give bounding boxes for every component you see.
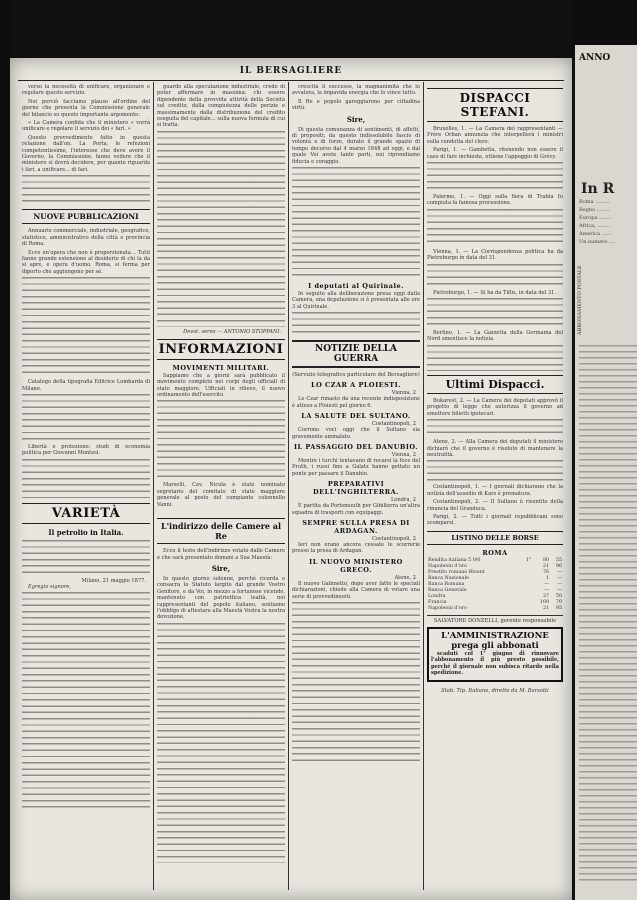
table-cell: 96 bbox=[555, 563, 562, 569]
paragraph: Lo Czar rimasto da una recente indisposizione è atteso a Ploiesti pel giorno 6. bbox=[292, 396, 420, 409]
dispatch: Pietroburgo, 1. — Si ha da Tiflis, in data del 31. bbox=[433, 289, 557, 296]
dispatch: Parigi, 1. — Gambetta, ritenendo non essere il caso di fare inchieste, ottiene l'appoggio di Grévy. bbox=[427, 147, 563, 160]
adjacent-page-line: Un numero .... bbox=[579, 239, 616, 245]
text-block bbox=[157, 131, 285, 327]
editor-line: SALVATORE DONZELLI, gerente responsabile bbox=[427, 615, 563, 624]
spacer bbox=[157, 510, 285, 514]
section-heading: NUOVE PUBBLICAZIONI bbox=[22, 209, 150, 224]
article-title: Il petrolio in Italia. bbox=[48, 527, 124, 537]
table-cell: Banca Nazionale bbox=[428, 575, 469, 581]
signature: Devot. servo — ANTONIO STOPPANI. bbox=[183, 328, 281, 335]
dispatch-title: IL PASSAGGIO DEL DANUBIO. bbox=[294, 442, 418, 451]
paragraph: È partita da Portsmouth per Gibilterra un'altra squadra di trasporti con equipaggi. bbox=[292, 503, 420, 516]
table-cell: Rendita italiana 5 0/0 bbox=[428, 557, 481, 563]
table-cell: — bbox=[557, 587, 562, 593]
table-cell: 21 bbox=[542, 605, 550, 611]
paragraph: Catalogo della tipografia Editrice Lombarda di Milano. bbox=[22, 379, 150, 392]
dateline: Costantinopoli, 2 bbox=[371, 535, 416, 542]
column-2 bbox=[157, 84, 285, 892]
scan-background-top bbox=[10, 0, 572, 58]
adjacent-page-corner: ANNO bbox=[579, 53, 611, 63]
table-cell: — bbox=[544, 581, 550, 587]
dispatch-title: PREPARATIVI DELL'INGHILTERRA. bbox=[313, 480, 399, 497]
paragraph: In seguito alla deliberazione presa oggi dalla Camera, una deputazione si è presentata alle ore 3 al Quirinale. bbox=[292, 291, 420, 310]
text-block bbox=[22, 540, 150, 576]
table-cell: Banca Generale bbox=[428, 587, 467, 593]
table-cell: — bbox=[557, 569, 562, 575]
column-1 bbox=[22, 84, 150, 892]
table-cell: 50 bbox=[555, 593, 562, 599]
adjacent-page-line: Africa, ........ bbox=[579, 223, 611, 229]
column-rule bbox=[153, 82, 154, 890]
adjacent-page-line: Roma ......... bbox=[579, 199, 610, 205]
dispatch: Palermo, 1. — Oggi sulla fiera di Trabia fu compiuta la famosa processione. bbox=[427, 194, 563, 207]
table-cell: 21 bbox=[542, 563, 550, 569]
text-block bbox=[292, 602, 420, 762]
paragraph: Il Re e popolo gareggiarono per cittadina virtù. bbox=[292, 98, 420, 112]
dispatch-title: LA SALUTE DEL SULTANO. bbox=[301, 412, 411, 421]
dateline: Londra, 2 bbox=[391, 497, 416, 504]
adjacent-page-text bbox=[579, 345, 637, 885]
article-title: MOVIMENTI MILITARI. bbox=[172, 363, 270, 372]
dispatch-title: LO CZAR A PLOIESTI. bbox=[311, 381, 401, 390]
table-cell: Prestito romano Blount bbox=[428, 569, 485, 575]
table-cell bbox=[521, 606, 533, 612]
paragraph: guardo alla speculazione industriale, credo di poter affermare in massima: chi essere dipendente della provvida attività della Società sul credito, dalla compiutezza delle perizie e massimamente dalla distribuzione del credito eseguita del capitale... sulla nuova formula di cui si tratta. bbox=[157, 84, 285, 129]
text-block bbox=[22, 459, 150, 499]
adjacent-page-line: Europa ........ bbox=[579, 215, 612, 221]
subheading: (Servizio telegrafico particolare del Bersagliere) bbox=[292, 372, 420, 379]
text-block bbox=[22, 592, 150, 812]
paragraph: verso la necessità di unificare, organizzare e regolare questo servizio. bbox=[22, 84, 150, 97]
paragraph: Il nuovo Gabinetto, dopo aver fatto le speciali dichiarazioni, chiede alla Camera di votare una serie di provvedimenti. bbox=[292, 580, 420, 600]
text-block bbox=[427, 209, 563, 247]
adjacent-page-line: America ...... bbox=[579, 231, 612, 237]
article-title: I deputati al Quirinale. bbox=[308, 282, 404, 291]
section-heading: DISPACCI STEFANI. bbox=[427, 88, 563, 122]
table-cell: Londra bbox=[428, 593, 446, 599]
text-block bbox=[427, 298, 563, 328]
listino-city: ROMA bbox=[482, 548, 508, 557]
text-block bbox=[292, 167, 420, 279]
text-block bbox=[22, 394, 150, 442]
table-cell: 80 bbox=[542, 557, 550, 563]
table-cell: 70 bbox=[555, 599, 562, 605]
dispatch: Bukarest, 2. — La Camera dei deputati approvò il progetto di legge che autorizza il governo ad emettere bilietti ipotecari. bbox=[427, 397, 563, 417]
section-heading: NOTIZIE DELLA GUERRA bbox=[292, 340, 420, 368]
dateline: Vienna, 2 bbox=[391, 451, 416, 458]
text-block bbox=[427, 460, 563, 482]
notice-title: L'AMMINISTRAZIONE prega gli abbonati bbox=[441, 630, 549, 651]
dateline: Atene, 2 bbox=[394, 574, 416, 581]
table-cell: 1° bbox=[525, 557, 532, 563]
paragraph: « La Camera confida che il ministero « vorrà unificare e regolare il servizio dei « fari. » bbox=[22, 120, 150, 133]
dispatch-title: SEMPRE SULLA PRESA DI ARDAGAN. bbox=[302, 518, 410, 535]
table-cell: 27 bbox=[542, 593, 550, 599]
table-cell: 55 bbox=[555, 557, 562, 563]
paragraph: Noi perciò facciamo plauso all'ordine del giorno che presenta la Commissione generale del bilancio su questo importante argomento: bbox=[22, 98, 150, 118]
paragraph: Ecco un'opera che non è proporzionata... Tutti fanno grande estensione al desiderio di chi la da si apre, e opera d'uomo. Roma, si ferma per diporto che aggiungono per sé. bbox=[22, 249, 150, 275]
text-block bbox=[292, 312, 420, 336]
listino-heading: LISTINO DELLE BORSE bbox=[427, 531, 563, 545]
paragraph: Questo provvedimento fatto in questa relazione dall'on. La Porta, le refezioni competentissime, l'interesse che deve avere il Governo, la Commissione, fanno vedere che il ministero si dovrà decidere, per quanto riguarda i fari, a unificare... di fari. bbox=[22, 134, 150, 173]
table-cell: — bbox=[557, 575, 562, 581]
table-row bbox=[427, 606, 563, 612]
text-block bbox=[427, 162, 563, 192]
paragraph: Sappiamo che a giorni sarà pubblicato il movimento completo nei corpi degli ufficiali di stato maggiore. Ufficiali in rilievo, il nuovo ordinamento dell'esercito. bbox=[157, 372, 285, 399]
paragraph: crescità il successo, la magnanimità che lo avvalora, la impavida energia che lo vince tutto. bbox=[292, 84, 420, 97]
dateline: Costantinopoli, 2 bbox=[371, 421, 416, 428]
column-rule bbox=[288, 82, 289, 890]
dateline: Milano, 21 maggio 1877. bbox=[81, 577, 146, 584]
paragraph: Mentre i turchi tentavano di recarsi la foce del Pruth, i russi fino a Galatz hanno gettato un ponte per passare il Danubio. bbox=[292, 457, 420, 477]
header-rule bbox=[18, 80, 564, 81]
table-cell: Francia bbox=[428, 599, 447, 605]
paragraph: Ieri non erano ancora cessate le scorrerie presso la presa di Ardagan. bbox=[292, 541, 420, 555]
section-heading: Ultimi Dispacci. bbox=[427, 375, 563, 394]
printer-line: Stab. Tip. Italiano, diretto da M. Barsotti bbox=[441, 688, 549, 695]
table-cell: 95 bbox=[555, 605, 562, 611]
salutation: Sire, bbox=[211, 563, 231, 573]
section-heading: INFORMAZIONI bbox=[157, 339, 285, 360]
notice-text: scaduti col 1° giugno di rinnovare l'abbonamento il più presto possibile, perché il giornale non subisca ritardo nella spedizione. bbox=[431, 650, 559, 676]
paragraph: Ecco il testo dell'indirizzo votato dalle Camere e che sarà presentato domani a Sua Maestà: bbox=[157, 548, 285, 561]
dispatch: Costantinopoli, 1. — I giornali dichiarano che la notizia dell'assedio di Kars è prematura. bbox=[427, 484, 563, 497]
paragraph: Libertà e protezione: studi di economia politica per Giovanni Montesi. bbox=[22, 443, 150, 457]
text-block bbox=[157, 623, 285, 863]
paragraph: Di questa comunanza di sentimenti, di affetti, di propositi; da questo indissolubile fascio di volontà e di forze, durato il grande spazio di tempo decorso dal 4 marzo 1848 ad oggi, e dal quale Voi avete tante parti, noi riprendiamo fiducia e coraggio. bbox=[292, 126, 420, 165]
dispatch: Bruxelles, 1. — La Camera dei rappresentanti — Frère Orban annunzia che interpellerà i ministri sulla condotta del clero. bbox=[427, 126, 563, 145]
dispatch: Vienna, 1. — La Corrispondenza politica ha da Pietroburgo in data del 31. bbox=[427, 248, 563, 262]
dispatch: Atene, 2. — Alla Camera dei deputati il ministero dichiarò che il governo è risoluto di mantenere la neutralità. bbox=[427, 439, 563, 458]
table-cell: 1 bbox=[546, 575, 550, 581]
notice-box bbox=[427, 627, 563, 683]
dispatch: Costantinopoli, 2. — Il Sultano è risentito della rinuncia del Granduca. bbox=[427, 499, 563, 512]
column-4 bbox=[427, 84, 563, 892]
newspaper-page bbox=[10, 58, 572, 900]
adjacent-page-heading: In R bbox=[581, 181, 615, 197]
running-head: IL BERSAGLIERE bbox=[239, 66, 343, 76]
adjacent-page-vertical-label: ABBONAMENTO POSTALE bbox=[577, 265, 583, 335]
table-cell: Napoleoni d'oro bbox=[428, 605, 467, 611]
stock-table bbox=[427, 558, 563, 612]
salutation: Egregio signore, bbox=[28, 583, 71, 590]
dateline: Vienna, 2 bbox=[391, 390, 416, 397]
section-heading: L'indirizzo delle Camere al Re bbox=[157, 518, 285, 544]
paragraph: In questo giorno solenne, perchè ricorda e consacra lo Statuto largito dal grande Vostro Genitore, e da Voi, in mezzo a fortunose vicende, mantenuto con patriottica lealtà, noi rappresentanti del popolo italiano, sentiamo l'obbligo di attestare alla Maestà Vostra la nostra devozione. bbox=[157, 575, 285, 621]
text-block bbox=[427, 264, 563, 288]
text-block bbox=[22, 175, 150, 205]
dispatch-title: IL NUOVO MINISTERO GRECO. bbox=[309, 557, 403, 574]
table-cell: — bbox=[557, 581, 562, 587]
dispatch: Parigi, 2. — Tutti i giornali repubblicani sono scomparsi. bbox=[427, 513, 563, 527]
table-cell: Banca Romana bbox=[428, 581, 465, 587]
paragraph: Annuario commerciale, industriale, geografico, statistico, amministrativo della città e provincia di Roma. bbox=[22, 228, 150, 248]
column-3 bbox=[292, 84, 420, 892]
text-block bbox=[22, 277, 150, 377]
adjacent-page-line: Regno ........ bbox=[579, 207, 610, 213]
paragraph: Marselli, Cav. Nicola è stato nominato segretario del comitato di stato maggiore generale al posto del compianto colonnello Vanni. bbox=[157, 482, 285, 508]
text-block bbox=[157, 400, 285, 480]
text-block bbox=[427, 419, 563, 437]
paragraph: Corrono voci oggi che il Sultano sia gravemente ammalato. bbox=[292, 427, 420, 440]
table-cell: 76 bbox=[542, 569, 550, 575]
column-rule bbox=[423, 82, 424, 890]
section-heading: VARIETÀ bbox=[22, 503, 150, 524]
adjacent-page bbox=[573, 45, 637, 900]
salutation: Sire, bbox=[346, 114, 366, 124]
text-block bbox=[427, 345, 563, 371]
table-cell: Napoleoni d'oro bbox=[428, 563, 467, 569]
table-cell: — bbox=[544, 587, 550, 593]
table-cell: 109 bbox=[539, 599, 550, 605]
dispatch: Berlino, 1. — La Gazzetta della Germania del Nord smentisce la notizia. bbox=[427, 330, 563, 343]
